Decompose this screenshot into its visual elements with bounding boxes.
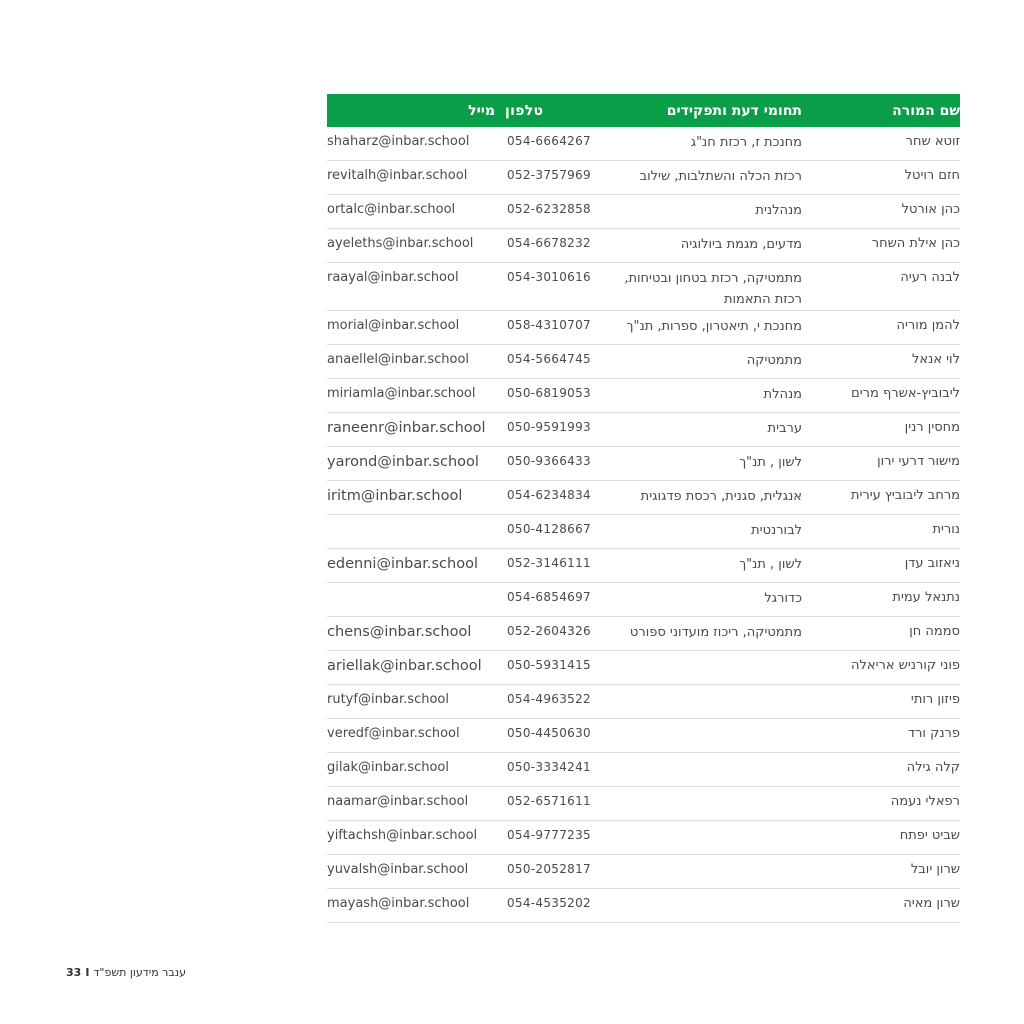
footer-title: ענבר מידעון תשפ"ד [93,966,187,979]
table-row [327,195,960,229]
teacher-phone: 050-9591993 [507,420,591,434]
teacher-name: חזם רויטל [904,168,960,183]
teacher-subjects: כדורגל [764,591,802,606]
teacher-name: סממה חן [909,624,960,639]
table-row [327,549,960,583]
teacher-phone: 054-9777235 [507,828,591,842]
teacher-email [327,583,499,590]
page-number: 33 [66,966,82,979]
teacher-subjects: מתמטיקה, ריכוז מועדוני ספורט [629,625,802,640]
teacher-email[interactable]: veredf@inbar.school [327,726,460,741]
teacher-name: כהן אילת השחר [871,236,960,251]
teacher-name: מחסין רנין [904,420,960,435]
teacher-subjects: אנגלית, סגנית, רכסת פדגוגית [640,489,802,504]
teacher-subjects [595,889,802,894]
teacher-name: נורית [932,522,960,537]
teacher-subjects: מחנכת י, תיאטרון, ספרות, תנ"ך [626,319,802,334]
page-footer [66,966,186,979]
header-email: מייל [468,102,495,119]
teacher-email[interactable]: naamar@inbar.school [327,794,469,809]
teacher-subjects: מתמטיקה [746,353,802,368]
table-body [327,127,960,923]
teacher-subjects [595,719,802,724]
teacher-phone: 054-6854697 [507,590,591,604]
teacher-name: פרנק ורד [908,726,960,741]
table-row [327,583,960,617]
footer-separator: I [85,966,90,979]
teacher-phone: 054-6678232 [507,236,591,250]
teacher-phone: 052-6232858 [507,202,591,216]
teacher-name: שביט יפתח [899,828,960,843]
teacher-subjects: מנהלת [763,387,802,402]
teacher-email[interactable]: chens@inbar.school [327,624,472,640]
table-row [327,515,960,549]
teacher-name: לוי אנאל [912,352,960,367]
teacher-email[interactable]: yiftachsh@inbar.school [327,828,478,843]
teacher-email[interactable]: raayal@inbar.school [327,270,459,285]
teacher-phone: 052-3146111 [507,556,591,570]
header-name: שם המורה [892,102,960,119]
teacher-phone: 054-4535202 [507,896,591,910]
table-row [327,127,960,161]
teacher-name: שרון מאיה [903,896,960,911]
table-row [327,787,960,821]
teacher-subjects: ערבית [767,421,802,436]
staff-table [327,94,960,923]
teacher-name: לבנה רעיה [900,270,960,285]
teacher-name: כהן אורטל [901,202,960,217]
teacher-phone: 052-3757969 [507,168,591,182]
teacher-email[interactable]: iritm@inbar.school [327,488,463,504]
teacher-name: להמן מוריה [896,318,960,333]
teacher-email [327,515,499,522]
teacher-subjects: מחנכת ז, רכזת חנ"ג [690,135,802,150]
table-row [327,481,960,515]
teacher-email[interactable]: yarond@inbar.school [327,454,479,470]
teacher-subjects [595,753,802,758]
table-row [327,379,960,413]
teacher-phone: 054-6234834 [507,488,591,502]
teacher-name: נתנאל עמית [892,590,960,605]
teacher-name: זוטא שחר [905,134,960,149]
table-row [327,311,960,345]
teacher-subjects: מתמטיקה, רכזת בטחון ובטיחות, רכזת התאמות [624,271,802,307]
table-row [327,685,960,719]
teacher-email[interactable]: raneenr@inbar.school [327,420,486,436]
header-subjects: תחומי דעת ותפקידים [666,102,802,119]
teacher-name: ניאזוב עדן [904,556,960,571]
table-row [327,447,960,481]
teacher-name: רפאלי נעמה [890,794,960,809]
teacher-email[interactable]: anaellel@inbar.school [327,352,470,367]
teacher-email[interactable]: edenni@inbar.school [327,556,478,572]
teacher-email[interactable]: ortalc@inbar.school [327,202,456,217]
teacher-name: מישור דרעי ירון [877,454,960,469]
teacher-email[interactable]: miriamla@inbar.school [327,386,476,401]
table-row [327,855,960,889]
teacher-subjects [595,787,802,792]
teacher-name: קלה גילה [906,760,960,775]
teacher-phone: 058-4310707 [507,318,591,332]
teacher-phone: 050-2052817 [507,862,591,876]
teacher-subjects: מדעים, מגמת ביולוגיה [680,237,802,252]
teacher-phone: 050-3334241 [507,760,591,774]
table-row [327,617,960,651]
teacher-name: ליבוביץ-אשרף מרים [851,386,960,401]
teacher-subjects [595,821,802,826]
teacher-email[interactable]: revitalh@inbar.school [327,168,468,183]
table-row [327,229,960,263]
teacher-name: מרחב ליבוביץ עירית [850,488,960,503]
teacher-email[interactable]: ariellak@inbar.school [327,658,482,674]
teacher-subjects [595,685,802,690]
teacher-email[interactable]: yuvalsh@inbar.school [327,862,469,877]
teacher-phone: 050-4450630 [507,726,591,740]
table-row [327,161,960,195]
teacher-email[interactable]: morial@inbar.school [327,318,460,333]
teacher-name: שרון יובל [910,862,960,877]
teacher-phone: 054-5664745 [507,352,591,366]
teacher-subjects: לשון , תנ"ך [739,557,802,572]
teacher-phone: 054-3010616 [507,270,591,284]
table-header [327,94,960,127]
teacher-subjects: רכזת הכלה והשתלבות, שילוב [639,169,802,184]
table-row [327,651,960,685]
teacher-phone: 050-5931415 [507,658,591,672]
teacher-phone: 050-9366433 [507,454,591,468]
teacher-phone: 050-6819053 [507,386,591,400]
table-row [327,753,960,787]
teacher-subjects [595,855,802,860]
header-phone: טלפון [505,102,544,119]
teacher-phone: 052-2604326 [507,624,591,638]
table-row [327,413,960,447]
table-row [327,719,960,753]
teacher-subjects: לשון , תנ"ך [739,455,802,470]
table-row [327,345,960,379]
teacher-email[interactable]: rutyf@inbar.school [327,692,449,707]
table-row [327,263,960,311]
teacher-phone: 054-4963522 [507,692,591,706]
teacher-email[interactable]: mayash@inbar.school [327,896,470,911]
teacher-name: פיזון רותי [910,692,960,707]
teacher-email[interactable]: ayeleths@inbar.school [327,236,474,251]
teacher-phone: 050-4128667 [507,522,591,536]
teacher-email[interactable]: gilak@inbar.school [327,760,450,775]
teacher-phone: 052-6571611 [507,794,591,808]
teacher-name: פוני קורניש אריאלה [851,658,960,673]
table-row [327,821,960,855]
teacher-phone: 054-6664267 [507,134,591,148]
teacher-subjects: מנהלנית [755,203,802,218]
teacher-email[interactable]: shaharz@inbar.school [327,134,470,149]
teacher-subjects: לבורנטית [751,523,802,538]
teacher-subjects [595,651,802,656]
table-row [327,889,960,923]
